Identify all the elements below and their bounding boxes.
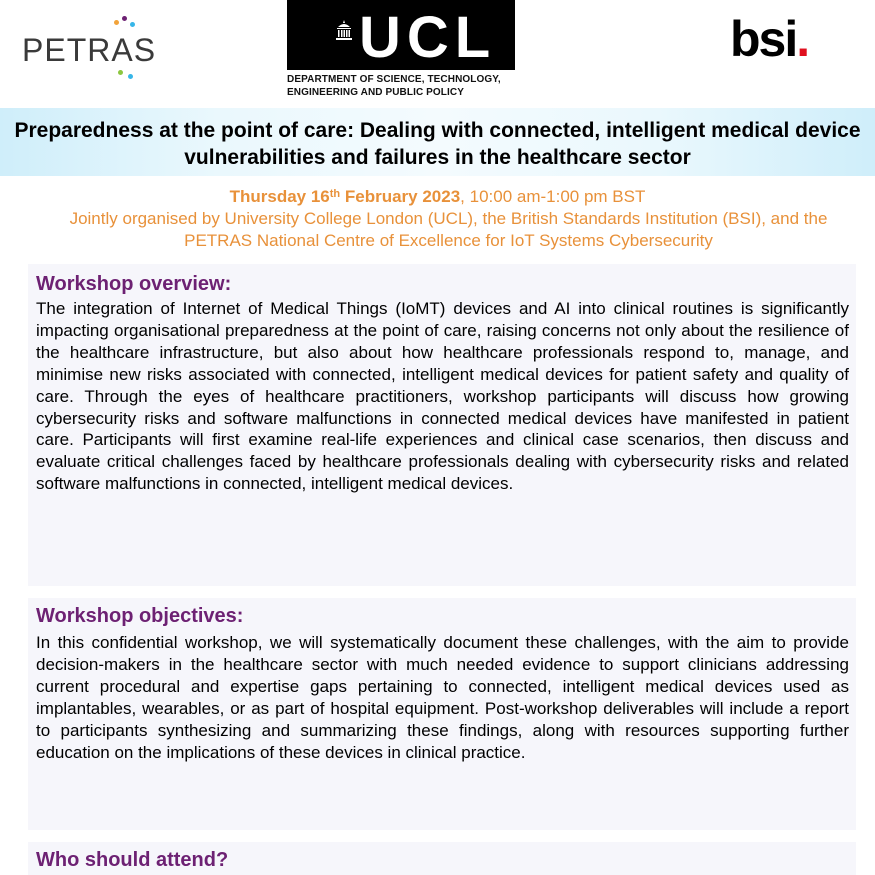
ucl-logo [287, 0, 515, 106]
portico-icon [335, 20, 353, 40]
event-date-line [0, 183, 875, 208]
petras-dot-icon [128, 74, 133, 79]
ucl-wordmark: UCL [359, 5, 497, 70]
bsi-wordmark: bsi [730, 11, 797, 67]
page-title: Preparedness at the point of care: Dealing with connected, intelligent medical device vulnerabilities and failures in the healthcare sector [14, 119, 861, 169]
petras-dot-icon [122, 16, 127, 21]
event-month-year: February 2023 [340, 187, 461, 206]
event-organisers: Jointly organised by University College London (UCL), the British Standards Institution (BSI), and the PETRAS National Centre of Excellence for IoT Systems Cybersecurity [69, 209, 828, 250]
petras-dot-icon [130, 22, 135, 27]
petras-dot-icon [118, 70, 123, 75]
bsi-logo [730, 10, 808, 68]
overview-body: The integration of Internet of Medical Things (IoMT) devices and AI into clinical routines is significantly impacting organisational preparedness at the point of care, raising concerns not only about the resilience of the healthcare infrastructure, but also about how healthcare professionals respond to, manage, and minimise new risks associated with connected, intelligent medical devices for patient safety and quality of care. Through the eyes of healthcare practitioners, workshop participants will discuss how growing cybersecurity risks and software malfunctions in connected medical devices have manifested in patient care. Participants will first examine real-life experiences and clinical case scenarios, then discuss and evaluate critical challenges faced by healthcare professionals dealing with cybersecurity risks and related software malfunctions in connected, intelligent medical devices. [36, 299, 849, 494]
overview-heading: Workshop overview: [36, 273, 232, 295]
objectives-body: In this confidential workshop, we will systematically document these challenges, with the aim to provide decision-makers in the healthcare sector with much needed evidence to support clinicians addressing current procedural and expertise gaps pertaining to connected, intelligent medical devices used as implantables, wearables, or as part of hospital equipment. Post-workshop deliverables will include a report to participants synthesizing and summarizing these findings, along with resources supporting further education on the implications of these devices in clinical practice. [36, 633, 849, 762]
attend-heading: Who should attend? [36, 849, 229, 871]
logo-header [0, 0, 875, 108]
ucl-logo-block [287, 0, 515, 70]
ucl-department-label: DEPARTMENT OF SCIENCE, TECHNOLOGY, ENGINEERING AND PUBLIC POLICY [287, 74, 501, 98]
petras-logo [22, 14, 162, 80]
objectives-heading: Workshop objectives: [36, 605, 244, 627]
petras-wordmark: PETRAS [22, 32, 157, 68]
event-day: Thursday 16 [229, 187, 330, 206]
event-day-suffix: th [329, 188, 341, 200]
petras-dot-icon [114, 20, 119, 25]
bsi-dot-mark: . [796, 11, 809, 67]
event-details [0, 183, 875, 252]
event-time: , 10:00 am-1:00 pm BST [460, 187, 646, 206]
